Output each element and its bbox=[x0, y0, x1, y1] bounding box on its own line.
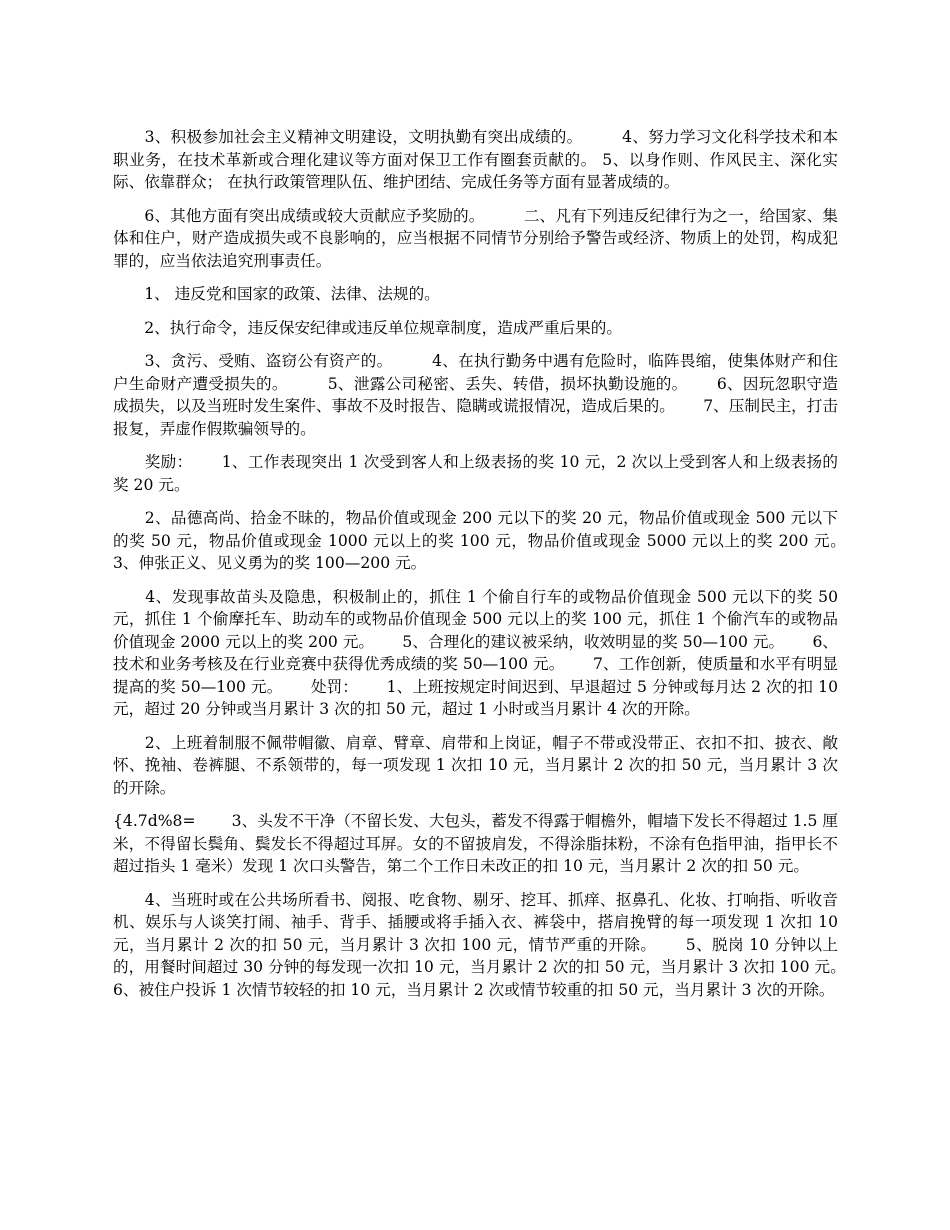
paragraph-7: 2、品德高尚、拾金不昧的，物品价值或现金 200 元以下的奖 20 元，物品价值或现金 500 元以下的奖 50 元，物品价值或现金 1000 元以上的奖 100 元，物品价值或现金 5000 元以上的奖 200 元。 3、伸张正义、见义勇为的奖 100—200 元。 bbox=[113, 509, 875, 572]
paragraph-8: 4、发现事故苗头及隐患，积极制止的，抓住 1 个偷自行车的或物品价值现金 500 元以下的奖 50 元，抓住 1 个偷摩托车、助动车的或物品价值现金 500 元以上的奖 100 元，抓住 1 个偷汽车的或物品价值现金 2000 元以上的奖 200 元。 5、合理化的建议被采纳，收效明显的奖 50—100 元。 6、技术和业务考核及在行业竞赛中获得优秀成绩的奖 50—100 元。 7、工作创新，使质量和水平有明显提高的奖 50—100 元。 处罚： 1、上班按规定时间迟到、早退超过 5 分钟或每月达 2 次的扣 10 元，超过 20 分钟或当月累计 3 次的扣 50 元，超过 1 小时或当月累计 4 次的开除。 bbox=[113, 587, 843, 718]
paragraph-6: 奖励： 1、工作表现突出 1 次受到客人和上级表扬的奖 10 元，2 次以上受到客人和上级表扬的奖 20 元。 bbox=[113, 453, 838, 494]
paragraph-2: 6、其他方面有突出成绩或较大贡献应予奖励的。 二、凡有下列违反纪律行为之一，给国家、集体和住户，财产造成损失或不良影响的，应当根据不同情节分别给予警告或经济、物质上的处罚，构成犯罪的，应当依法追究刑事责任。 bbox=[113, 206, 838, 270]
paragraph-3: 1、 违反党和国家的政策、法律、法规的。 bbox=[113, 285, 440, 303]
document-body bbox=[113, 126, 875, 1012]
paragraph-10: {4.7d%8= 3、头发不干净（不留长发、大包头，蓄发不得露于帽檐外，帽墙下发长不得超过 1.5 厘米，不得留长鬓角、鬓发长不得超过耳屏。女的不留披肩发，不得涂脂抹粉，不涂有色指甲油，指甲长不超过指头 1 毫米）发现 1 次口头警告，第二个工作日未改正的扣 10 元，当月累计 2 次的扣 50 元。 bbox=[113, 812, 838, 875]
paragraph-11: 4、当班时或在公共场所看书、阅报、吃食物、剔牙、挖耳、抓痒、抠鼻孔、化妆、打响指、听收音机、娱乐与人谈笑打闹、袖手、背手、插腰或将手插入衣、裤袋中，搭肩挽臂的每一项发现 1 次扣 10 元，当月累计 2 次的扣 50 元，当月累计 3 次扣 100 元，情节严重的开除。 5、脱岗 10 分钟以上的，用餐时间超过 30 分钟的每发现一次扣 10 元，当月累计 2 次的扣 50 元，当月累计 3 次扣 100 元。 6、被住户投诉 1 次情节较轻的扣 10 元，当月累计 2 次或情节较重的扣 50 元，当月累计 3 次的开除。 bbox=[113, 890, 875, 999]
paragraph-1: 3、积极参加社会主义精神文明建设，文明执勤有突出成绩的。 4、努力学习文化科学技术和本职业务，在技术革新或合理化建议等方面对保卫工作有圈套贡献的。 5、以身作则、作风民主、深化实际、依靠群众； 在执行政策管理队伍、维护团结、完成任务等方面有显著成绩的。 bbox=[113, 128, 838, 191]
paragraph-4: 2、执行命令，违反保安纪律或违反单位规章制度，造成严重后果的。 bbox=[113, 318, 622, 337]
paragraph-5: 3、贪污、受贿、盗窃公有资产的。 4、在执行勤务中遇有危险时，临阵畏缩，使集体财产和住户生命财产遭受损失的。 5、泄露公司秘密、丢失、转借，损坏执勤设施的。 6、因玩忽职守造成损失，以及当班时发生案件、事故不及时报告、隐瞒或谎报情况，造成后果的。 7、压制民主，打击报复，弄虚作假欺骗领导的。 bbox=[113, 352, 838, 438]
paragraph-9: 2、上班着制服不佩带帽徽、肩章、臂章、肩带和上岗证，帽子不带或没带正、衣扣不扣、披衣、敞怀、挽袖、卷裤腿、不系领带的，每一项发现 1 次扣 10 元，当月累计 2 次的扣 50 元，当月累计 3 次的开除。 bbox=[113, 733, 838, 797]
